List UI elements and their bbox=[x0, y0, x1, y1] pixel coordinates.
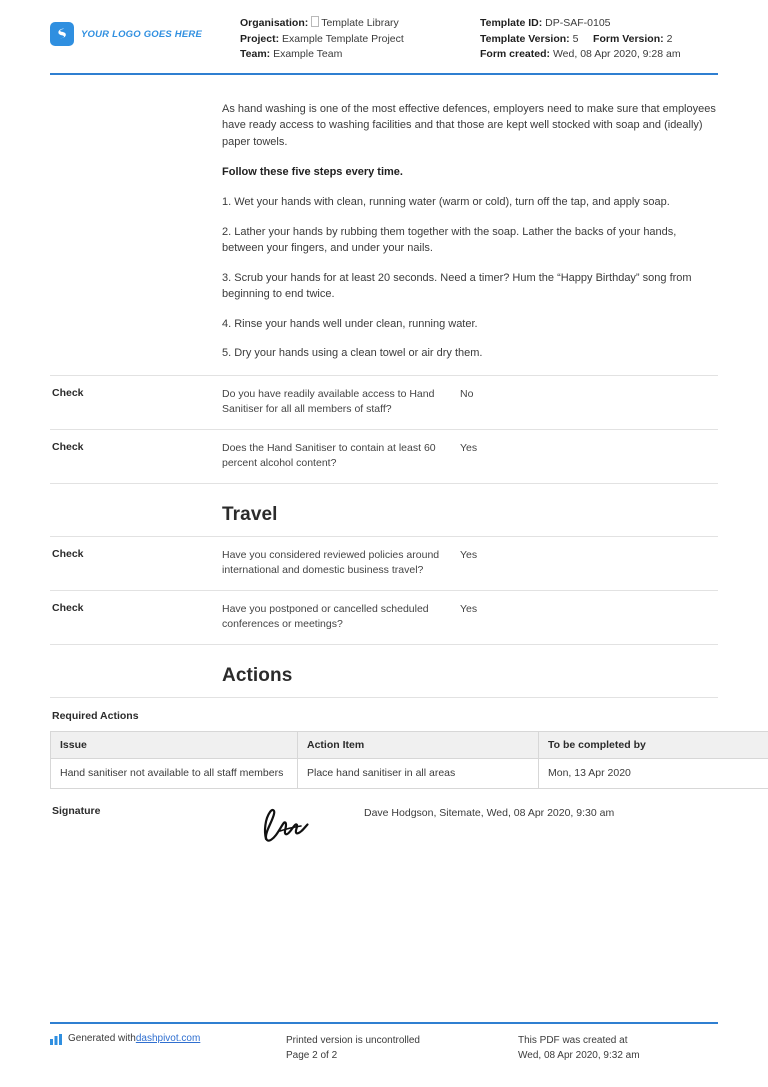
check-label: Check bbox=[52, 547, 84, 560]
intro-paragraph: As hand washing is one of the most effective defences, employers need to make sure that employees have ready access to washing facilities and that those are kept well stocked with soap and (ideally) paper towels. bbox=[222, 102, 716, 148]
cell-issue: Hand sanitiser not available to all staff members bbox=[51, 758, 298, 788]
section-heading-travel bbox=[50, 483, 718, 537]
step-4: 4. Rinse your hands well under clean, running water. bbox=[222, 317, 478, 330]
check-question: Have you considered reviewed policies around international and domestic business travel? bbox=[222, 548, 440, 576]
cell-action-item: Place hand sanitiser in all areas bbox=[298, 758, 539, 788]
pdf-created-date: Wed, 08 Apr 2020, 9:32 am bbox=[518, 1050, 640, 1061]
team-line bbox=[240, 47, 480, 63]
required-actions-table bbox=[50, 731, 768, 789]
project-line bbox=[240, 32, 480, 48]
check-label: Check bbox=[52, 440, 84, 453]
footer-created bbox=[518, 1033, 640, 1063]
project-label: Project: bbox=[240, 32, 280, 45]
document-footer bbox=[50, 1022, 718, 1063]
organisation-value: Template Library bbox=[321, 17, 399, 29]
step-3: 3. Scrub your hands for at least 20 seconds. Need a timer? Hum the “Happy Birthday” song from beginning to end twice. bbox=[222, 271, 692, 300]
signature-label: Signature bbox=[52, 804, 101, 817]
signature-image bbox=[224, 801, 364, 845]
column-header-issue: Issue bbox=[51, 731, 298, 758]
document-content bbox=[50, 75, 718, 845]
project-value: Example Template Project bbox=[282, 32, 404, 45]
table-row bbox=[51, 758, 768, 788]
check-question: Have you postponed or cancelled scheduled conferences or meetings? bbox=[222, 602, 429, 630]
header-meta-right bbox=[480, 16, 681, 63]
form-version-value: 2 bbox=[666, 32, 673, 45]
printed-version-note: Printed version is uncontrolled bbox=[286, 1035, 420, 1046]
cell-to-be-completed-by: Mon, 13 Apr 2020 bbox=[539, 758, 768, 788]
generated-with-text: Generated with bbox=[68, 1033, 136, 1044]
signature-meta: Dave Hodgson, Sitemate, Wed, 08 Apr 2020, 9:30 am bbox=[364, 806, 615, 819]
team-label: Team: bbox=[240, 48, 271, 60]
document-header bbox=[50, 0, 718, 75]
section-title: Travel bbox=[222, 503, 278, 525]
organisation-line bbox=[240, 16, 480, 32]
check-question: Do you have readily available access to Hand Sanitiser for all all members of staff? bbox=[222, 387, 435, 415]
required-actions-subtitle: Required Actions bbox=[52, 709, 139, 722]
form-created-label: Form created: bbox=[480, 48, 551, 60]
template-version-value: 5 bbox=[572, 32, 579, 45]
check-answer: Yes bbox=[460, 441, 478, 454]
step-1: 1. Wet your hands with clean, running water (warm or cold), turn off the tap, and apply soap. bbox=[222, 196, 670, 208]
check-label: Check bbox=[52, 386, 84, 399]
section-title: Actions bbox=[222, 664, 293, 686]
template-version-label: Template Version: bbox=[480, 32, 570, 45]
check-row bbox=[50, 590, 718, 644]
page-number: Page 2 of 2 bbox=[286, 1050, 338, 1061]
team-value: Example Team bbox=[273, 48, 343, 60]
column-header-action-item: Action Item bbox=[298, 731, 539, 758]
check-question: Does the Hand Sanitiser to contain at least 60 percent alcohol content? bbox=[222, 441, 436, 469]
logo bbox=[50, 16, 240, 46]
column-header-to-be-completed-by: To be completed by bbox=[539, 731, 768, 758]
pdf-created-label: This PDF was created at bbox=[518, 1035, 628, 1046]
check-row bbox=[50, 429, 718, 483]
steps-subheading: Follow these five steps every time. bbox=[222, 166, 403, 178]
step-2: 2. Lather your hands by rubbing them together with the soap. Lather the backs of your hands, between your fingers, and under your nails. bbox=[222, 225, 677, 254]
logo-icon bbox=[50, 22, 74, 46]
template-id-value: DP-SAF-0105 bbox=[545, 17, 611, 29]
check-row bbox=[50, 537, 718, 590]
template-id-label: Template ID: bbox=[480, 17, 543, 29]
check-label: Check bbox=[52, 601, 84, 614]
table-header-row bbox=[51, 731, 768, 758]
form-created-value: Wed, 08 Apr 2020, 9:28 am bbox=[552, 48, 681, 60]
version-line bbox=[480, 32, 681, 48]
template-id-line bbox=[480, 16, 681, 32]
dashpivot-link[interactable]: dashpivot.com bbox=[135, 1033, 201, 1044]
check-row bbox=[50, 375, 718, 429]
form-created-line bbox=[480, 47, 681, 63]
document-icon bbox=[311, 16, 319, 27]
signature-row bbox=[50, 789, 718, 845]
header-meta-left bbox=[240, 16, 480, 63]
form-version-label: Form Version: bbox=[593, 32, 664, 45]
organisation-label: Organisation: bbox=[240, 17, 309, 29]
footer-print-note bbox=[286, 1033, 518, 1063]
logo-text: YOUR LOGO GOES HERE bbox=[81, 28, 202, 40]
footer-generated bbox=[50, 1033, 286, 1063]
check-answer: Yes bbox=[460, 602, 478, 615]
check-answer: Yes bbox=[460, 548, 478, 561]
chart-bars-icon bbox=[50, 1034, 62, 1048]
section-heading-actions bbox=[50, 644, 718, 698]
step-5: 5. Dry your hands using a clean towel or air dry them. bbox=[222, 347, 483, 359]
check-answer: No bbox=[460, 387, 474, 400]
